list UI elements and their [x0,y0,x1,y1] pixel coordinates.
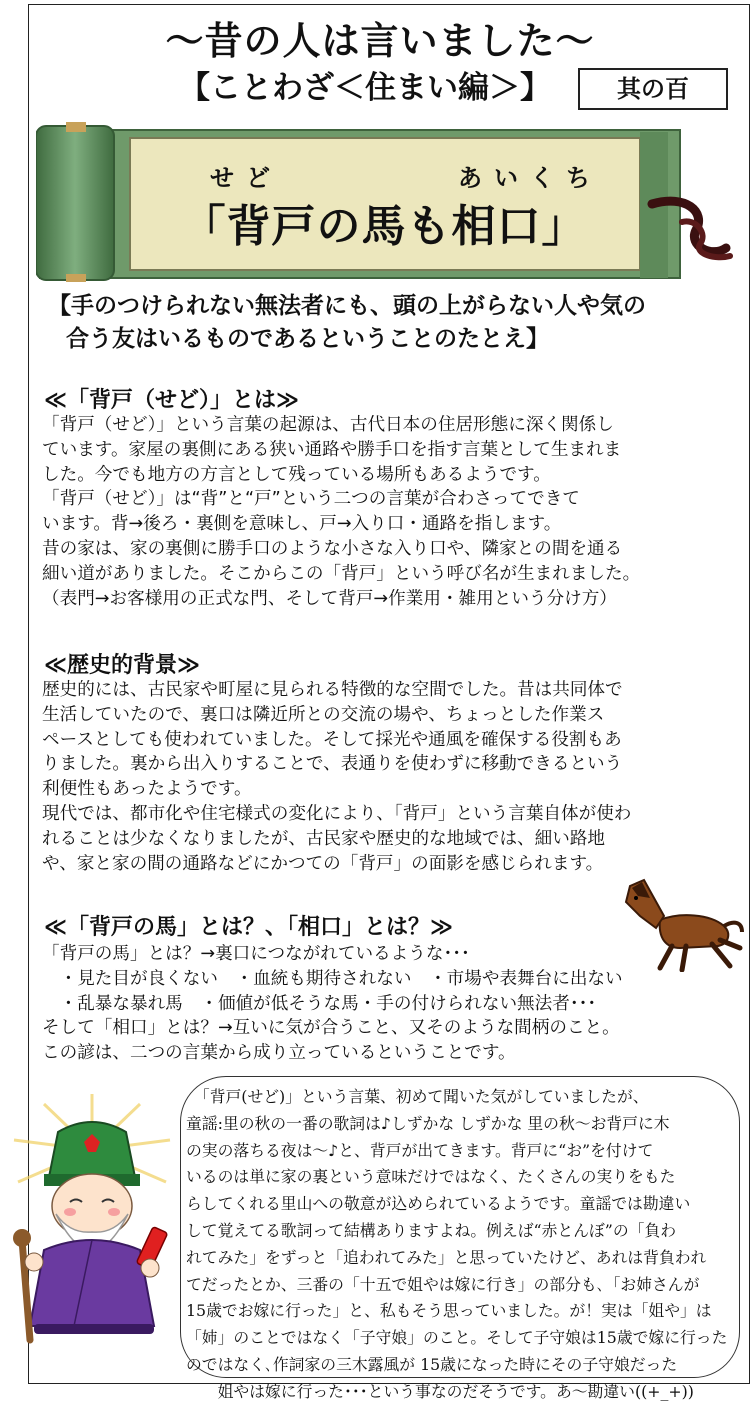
body-line: そして「相口」とは？→互いに気が合うこと、又そのような間柄のこと。 [42,1018,620,1039]
body-line: りました。裏から出入りすることで、表通りを使わずに移動できるという [42,754,623,775]
issue-number-badge: 其の百 [578,68,728,110]
bubble-line: のではなく､作詞家の三木露風が 15歳になった時にその子守娘だった [186,1354,678,1374]
proverb-meaning [48,290,738,356]
body-line: 歴史的には、古民家や町屋に見られる特徴的な空間でした。昔は共同体で [42,680,623,700]
bubble-line: れてみた」をずっと「追われてみた」と思っていたけど、あれは背負われ [186,1247,707,1267]
body-line: 昔の家は、家の裏側に勝手口のような小さな入り口や、隣家との間を通る [42,538,623,559]
section-heading-history: ≪歴史的背景≫ [44,653,201,678]
body-line: 「背戸（せど）」という言葉の起源は、古代日本の住居形態に深く関係し [42,415,614,435]
bubble-line: 姐やは嫁に行った･･･という事なのだそうです。あ～勘違い((+_+)) [186,1381,694,1401]
body-line: ています。家屋の裏側にある狭い通路や勝手口を指す言葉として生まれま [42,439,622,460]
bubble-line: の実の落ちる夜は～♪と、背戸が出てきます。背戸に“お”を付けて [186,1140,654,1160]
body-line: 現代では、都市化や住宅様式の変化により、「背戸」という言葉自体が使わ [42,803,632,824]
bubble-line: いるのは単に家の裏という意味だけではなく、たくさんの実りをもた [186,1167,676,1187]
section-heading-uma-aikuchi: ≪「背戸の馬」とは？、「相口」とは？≫ [44,915,454,940]
meaning-line: 合う友はいるものであるということのたとえ】 [66,326,549,352]
sage-character-illustration [4,1090,182,1350]
bubble-line: らしてくれる里山への敬意が込められているようです。童謡では勘違い [186,1194,691,1214]
page-subtitle: 【ことわざ＜住まい編＞】 [179,70,551,106]
body-line: この諺は、二つの言葉から成り立っているということです。 [42,1043,516,1064]
body-line: 生活していたので、裏口は隣近所との交流の場や、ちょっとした作業ス [42,704,605,725]
bubble-line: して覚えてる歌詞って結構ありますよね。例えば“赤とんぼ”の「負わ [186,1220,677,1240]
body-line: 「背戸（せど）」は“背”と“戸”という二つの言葉が合わさってできて [42,489,580,510]
body-line: （表門→お客様用の正式な門、そして背戸→作業用・雑用という分け方） [42,588,617,609]
bubble-line: てだったとか、三番の「十五で姐やは嫁に行き」の部分も､「お姉さんが [186,1274,700,1294]
body-line: 細い道がありました。そこからこの「背戸」という呼び名が生まれました。 [42,563,641,584]
proverb-ruby-sedo: せど [210,164,282,192]
section-body-uma-aikuchi [42,942,732,1066]
bubble-line: 童謡:里の秋の一番の歌詞は♪しずかな しずかな 里の秋～お背戸に木 [186,1113,670,1133]
section-body-history [42,678,732,876]
bubble-line: 「姉」のことではなく「子守娘」のこと。そして子守娘は15歳で嫁に行った [186,1328,728,1348]
bubble-line: 15歳でお嫁に行った」と、私もそう思っていました。が！実は「姐や」は [186,1301,712,1321]
proverb-title: 「背戸の馬も相口」 [181,201,587,252]
body-line: ・見た目が良くない ・血統も期待されない ・市場や表舞台に出ない [42,968,623,989]
body-line: 「背戸の馬」とは？→裏口につながれているような･･･ [42,944,470,964]
body-line: や、家と家の間の通路などにかつての「背戸」の面影を感じられます。 [42,853,604,874]
page-title: ～昔の人は言いました～ [165,19,595,63]
section-body-sedo [42,413,732,611]
section-heading-sedo: ≪「背戸（せど）」とは≫ [44,388,300,413]
body-line: れることは少なくなりましたが、古民家や歴史的な地域では、細い路地 [42,828,606,849]
body-line: ・乱暴な暴れ馬 ・価値が低そうな馬・手の付けられない無法者･･･ [42,993,597,1014]
speech-bubble-text [186,1084,738,1406]
proverb-ruby-aikuchi: あいくち [458,164,602,192]
meaning-line: 【手のつけられない無法者にも、頭の上がらない人や気の [48,293,646,319]
body-line: した。今でも地方の方言として残っている場所もあるようです。 [42,464,551,485]
body-line: 利便性もあったようです。 [42,779,252,800]
body-line: います。背→後ろ・裏側を意味し、戸→入り口・通路を指します。 [42,514,562,535]
body-line: ペースとしても使われていました。そして採光や通風を確保する役割もあ [42,729,622,750]
bubble-line: 「背戸(せど)」という言葉、初めて聞いた気がしていましたが、 [186,1087,649,1106]
